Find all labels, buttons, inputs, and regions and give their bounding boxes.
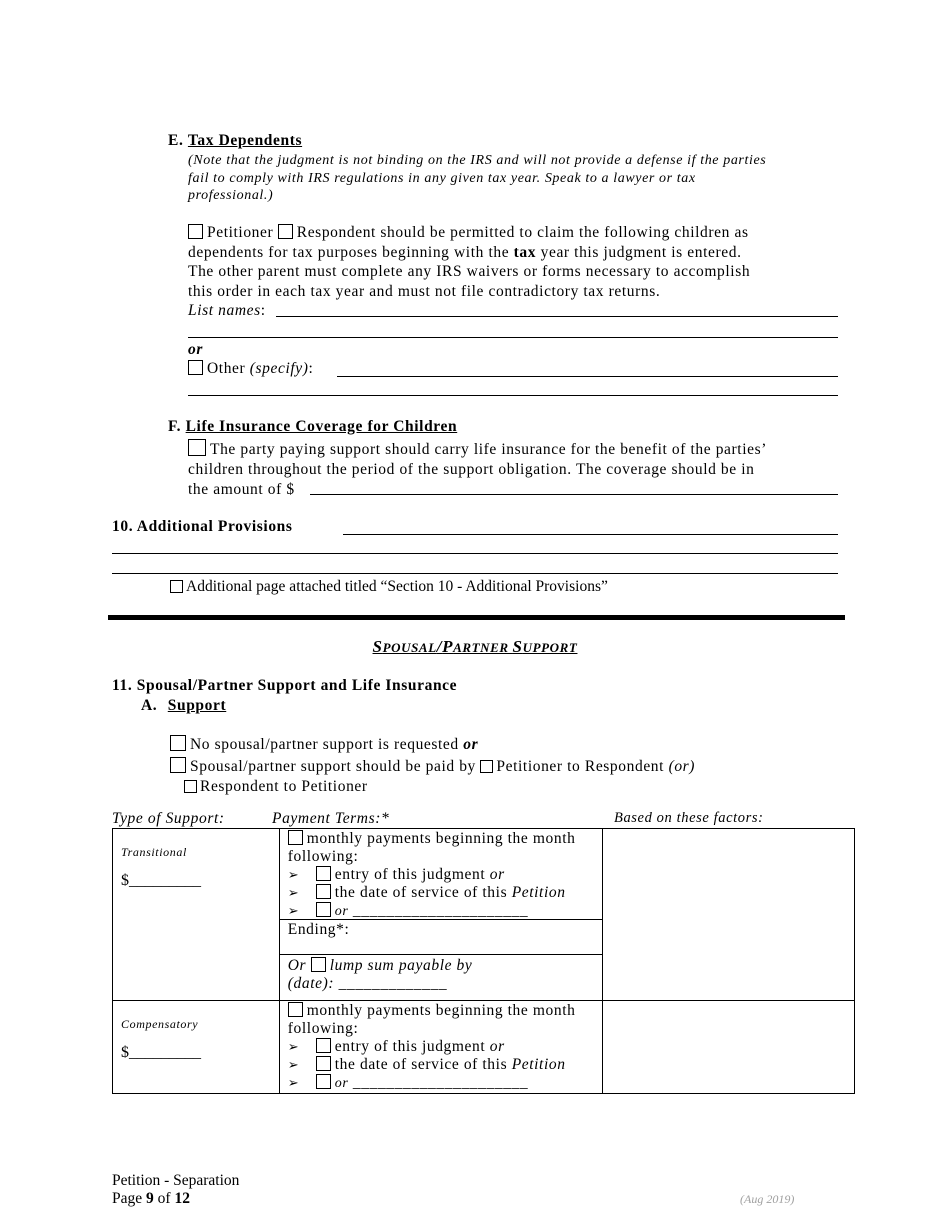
section-e-letter: E. <box>168 132 184 149</box>
heading-cap: S <box>512 637 523 656</box>
following-label: following: <box>287 1020 359 1037</box>
entry-label: entry of this judgment <box>334 1038 486 1055</box>
additional-provisions-field[interactable] <box>343 534 838 535</box>
terms-cell <box>279 829 602 1001</box>
petition-label: Petition <box>511 1056 566 1073</box>
section-f-title: Life Insurance Coverage for Children <box>185 418 458 435</box>
arrow-bullet-icon: ➢ <box>287 1057 300 1072</box>
no-support-option <box>170 735 478 754</box>
page-total: 12 <box>174 1190 190 1207</box>
additional-page-label: Additional page attached titled “Section 10 - Additional Provisions” <box>186 578 608 595</box>
support-type-label: Compensatory <box>121 1017 199 1031</box>
service-date-checkbox[interactable] <box>316 1056 331 1071</box>
form-version: (Aug 2019) <box>740 1192 795 1206</box>
section-e-heading <box>168 132 302 150</box>
no-support-label: No spousal/partner support is requested <box>190 736 459 753</box>
section-e-title: Tax Dependents <box>187 132 303 149</box>
additional-page-checkbox[interactable] <box>170 580 183 593</box>
or-label: or <box>334 1076 349 1091</box>
lump-sum-checkbox[interactable] <box>311 957 326 972</box>
petitioner-label: Petitioner <box>207 224 274 241</box>
col-terms-header: Payment Terms:* <box>272 810 390 827</box>
or-label: or <box>188 341 203 358</box>
type-cell <box>113 829 280 1001</box>
life-insurance-paragraph <box>188 439 767 500</box>
other-start-field[interactable]: _____________________ <box>348 902 529 919</box>
or-label: or <box>463 736 479 753</box>
list-names-label <box>188 302 266 320</box>
monthly-checkbox[interactable] <box>288 830 303 845</box>
support-paid-checkbox[interactable] <box>170 757 186 773</box>
specify-label: (specify) <box>249 360 309 377</box>
support-paid-option <box>170 757 695 776</box>
note-line: fail to comply with IRS regulations in any given tax year. Speak to a lawyer or tax <box>188 170 696 186</box>
footer-page-number <box>112 1190 239 1208</box>
support-type-label: Transitional <box>121 845 187 859</box>
arrow-bullet-icon: ➢ <box>287 903 300 918</box>
heading-slash: / <box>436 637 443 656</box>
petitioner-to-respondent-checkbox[interactable] <box>480 760 493 773</box>
support-amount-field[interactable]: $_________ <box>121 1044 201 1061</box>
other-label: Other <box>207 360 246 377</box>
heading-small: ARTNER <box>453 640 513 655</box>
or-label: (or) <box>668 758 696 775</box>
coverage-amount-label: the amount of $ <box>188 481 295 498</box>
list-names-field[interactable] <box>276 316 838 317</box>
section-e-note <box>188 152 766 205</box>
paragraph-text: year this judgment is entered. <box>540 243 742 261</box>
monthly-label: monthly payments beginning the month <box>306 830 576 847</box>
section-11a-title: Support <box>167 697 227 714</box>
monthly-checkbox[interactable] <box>288 1002 303 1017</box>
other-option <box>188 360 313 378</box>
spousal-support-heading <box>0 637 950 657</box>
or-label: or <box>489 866 505 883</box>
paragraph-text: The party paying support should carry life insurance for the benefit of the parties’ <box>210 441 767 458</box>
note-line: professional.) <box>188 188 274 203</box>
table-row <box>113 829 855 1001</box>
heading-cap: P <box>442 637 454 656</box>
respondent-label: Respondent should be permitted to claim the following children as <box>296 224 749 241</box>
note-line: (Note that the judgment is not binding on the IRS and will not provide a defense if the parties <box>188 153 767 168</box>
lump-date-label: (date): <box>287 975 335 992</box>
lump-sum-label: lump sum payable by <box>329 957 473 974</box>
list-names-text: List names <box>188 302 261 319</box>
other-field-line2[interactable] <box>188 395 838 396</box>
paragraph-text: this order in each tax year and must not file contradictory tax returns. <box>188 282 661 300</box>
paragraph-text: children throughout the period of the support obligation. The coverage should be in <box>188 461 755 478</box>
section-f-heading <box>168 418 457 436</box>
service-date-label: the date of service of this <box>334 1056 508 1073</box>
col-factors-header: Based on these factors: <box>614 810 764 826</box>
following-label: following: <box>287 848 359 865</box>
other-field[interactable] <box>337 376 838 377</box>
page-word: Page <box>112 1190 143 1207</box>
coverage-amount-field[interactable] <box>310 494 838 495</box>
paragraph-text: The other parent must complete any IRS waivers or forms necessary to accomplish <box>188 263 751 280</box>
other-checkbox[interactable] <box>188 360 203 375</box>
other-start-checkbox[interactable] <box>316 902 331 917</box>
additional-provisions-line2[interactable] <box>112 553 838 554</box>
heading-small: POUSAL <box>382 640 437 655</box>
lump-date-field[interactable]: _____________ <box>334 975 448 992</box>
no-support-checkbox[interactable] <box>170 735 186 751</box>
page-num: 9 <box>146 1190 154 1207</box>
arrow-bullet-icon: ➢ <box>287 1075 300 1090</box>
petitioner-to-respondent-label: Petitioner to Respondent <box>496 758 665 775</box>
section-11a-letter: A. <box>141 697 158 714</box>
section-11a-heading <box>141 697 226 715</box>
list-names-field-line2[interactable] <box>188 337 838 338</box>
colon: : <box>308 360 314 377</box>
section-divider <box>108 615 845 620</box>
respondent-to-petitioner-option <box>184 778 368 796</box>
tax-dependents-paragraph <box>188 223 750 301</box>
monthly-label: monthly payments beginning the month <box>306 1002 576 1019</box>
paragraph-text: dependents for tax purposes beginning with the <box>188 243 510 261</box>
terms-cell <box>279 1001 602 1094</box>
respondent-to-petitioner-checkbox[interactable] <box>184 780 197 793</box>
factors-cell[interactable] <box>602 1001 854 1094</box>
additional-provisions-line3[interactable] <box>112 573 838 574</box>
other-start-field[interactable]: _____________________ <box>348 1074 529 1091</box>
colon: : <box>260 302 266 319</box>
other-start-checkbox[interactable] <box>316 1074 331 1089</box>
additional-page-option <box>170 578 608 596</box>
support-table <box>112 828 855 1094</box>
section-10-title: 10. Additional Provisions <box>112 518 293 535</box>
arrow-bullet-icon: ➢ <box>287 867 300 882</box>
or-label: Or <box>287 957 307 974</box>
table-row <box>113 1001 855 1094</box>
support-amount-field[interactable]: $_________ <box>121 872 201 889</box>
petitioner-checkbox[interactable] <box>188 224 203 239</box>
petition-label: Petition <box>511 884 566 901</box>
respondent-to-petitioner-label: Respondent to Petitioner <box>200 778 368 795</box>
col-type-header: Type of Support: <box>112 810 225 827</box>
arrow-bullet-icon: ➢ <box>287 1039 300 1054</box>
footer-form-name: Petition - Separation <box>112 1172 240 1189</box>
footer <box>112 1172 239 1208</box>
entry-checkbox[interactable] <box>316 866 331 881</box>
or-label: or <box>489 1038 505 1055</box>
section-f-letter: F. <box>168 418 182 435</box>
respondent-checkbox[interactable] <box>278 224 293 239</box>
entry-checkbox[interactable] <box>316 1038 331 1053</box>
section-11-title: 11. Spousal/Partner Support and Life Insurance <box>112 677 458 694</box>
service-date-label: the date of service of this <box>334 884 508 901</box>
heading-small: UPPORT <box>522 640 578 655</box>
life-insurance-checkbox[interactable] <box>188 439 206 456</box>
type-cell <box>113 1001 280 1094</box>
of-word: of <box>157 1190 171 1207</box>
factors-cell[interactable] <box>602 829 854 1001</box>
ending-label: Ending*: <box>287 921 350 938</box>
entry-label: entry of this judgment <box>334 866 486 883</box>
paragraph-bold: tax <box>513 243 537 261</box>
support-paid-label: Spousal/partner support should be paid by <box>190 758 476 775</box>
or-label: or <box>334 904 349 919</box>
arrow-bullet-icon: ➢ <box>287 885 300 900</box>
service-date-checkbox[interactable] <box>316 884 331 899</box>
heading-cap: S <box>372 637 383 656</box>
